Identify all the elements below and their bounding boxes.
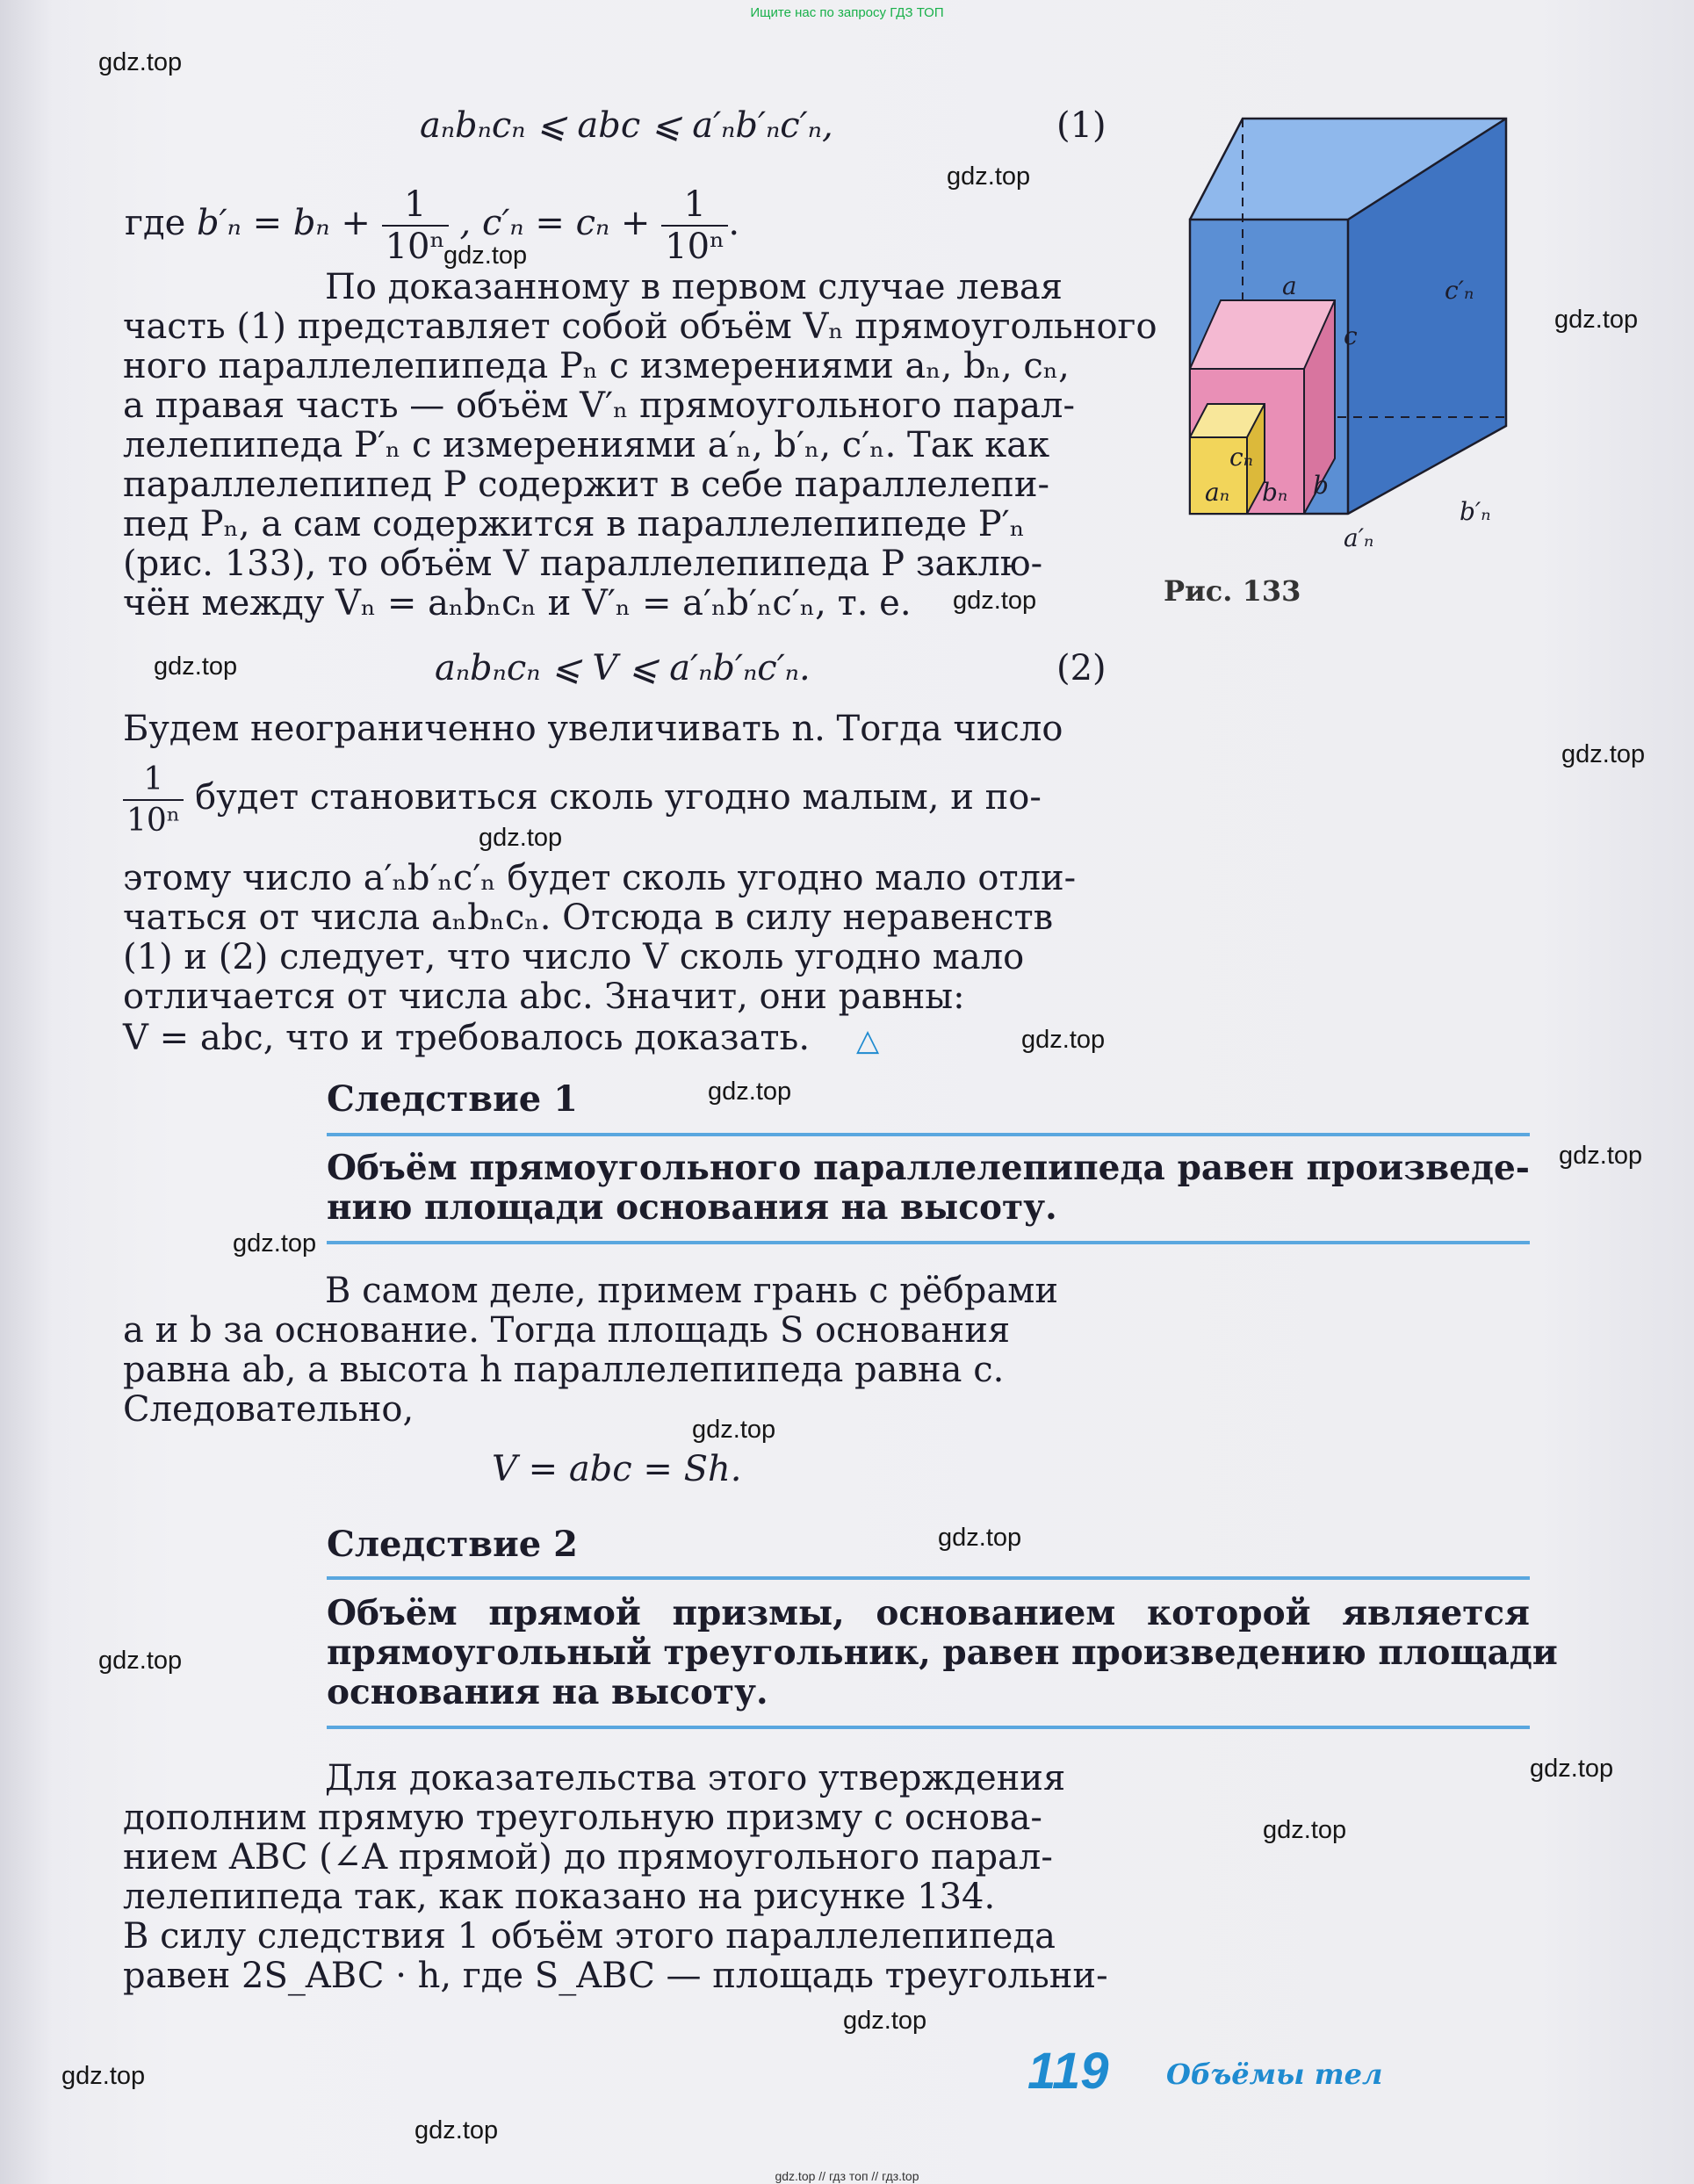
para1-line: лелепипеда P′ₙ с измерениями a′ₙ, b′ₙ, c′ₙ. Так как — [123, 425, 1050, 465]
corollary-1-proof-line: равна ab, а высота h параллелепипеда равна c. — [123, 1350, 1005, 1390]
watermark: gdz.top — [61, 2062, 146, 2090]
watermark: gdz.top — [708, 1078, 792, 1106]
corollary-2-title: Следствие 2 — [327, 1524, 578, 1565]
watermark: gdz.top — [843, 2007, 927, 2035]
where-end: . — [728, 203, 740, 243]
watermark: gdz.top — [1021, 1026, 1106, 1054]
corollary-2-proof-line: Для доказательства этого утверждения — [325, 1758, 1066, 1798]
bottom-note: gdz.top // гдз топ // гдз.top — [775, 2169, 919, 2183]
equation-1: aₙbₙcₙ ⩽ abc ⩽ a′ₙb′ₙc′ₙ, — [420, 105, 833, 146]
fraction-numerator: 1 — [661, 184, 728, 227]
para1-line: пед Pₙ, а сам содержится в параллелепипеде P′ₙ — [123, 504, 1026, 544]
where-b: b′ₙ = bₙ + — [196, 203, 371, 243]
fraction-numerator: 1 — [382, 184, 449, 227]
corollary-2-statement-line: Объём прямой призмы, основанием которой является — [327, 1593, 1530, 1633]
label-a-prime: a′ₙ — [1344, 523, 1374, 552]
para2-line: V = abc, что и требовалось доказать. — [123, 1018, 811, 1058]
top-note: Ищите нас по запросу ГДЗ ТОП — [750, 5, 944, 20]
para1-line: параллелепипед P содержит в себе параллелепи- — [123, 465, 1049, 505]
para1-line: чён между Vₙ = aₙbₙcₙ и V′ₙ = a′ₙb′ₙc′ₙ, т. е. — [123, 583, 912, 623]
corollary-2-statement-line: прямоугольный треугольник, равен произведению площади — [327, 1633, 1558, 1673]
fraction-numerator: 1 — [123, 760, 184, 801]
corollary-1-formula: V = abc = Sh. — [492, 1449, 742, 1489]
watermark: gdz.top — [479, 824, 563, 852]
corollary-2-proof-line: лелепипеда так, как показано на рисунке 134. — [123, 1877, 996, 1917]
label-a: a — [1282, 271, 1297, 300]
para1-line: а правая часть — объём V′ₙ прямоугольного парал- — [123, 386, 1075, 426]
para1-line: (рис. 133), то объём V параллелепипеда P заклю- — [123, 544, 1043, 584]
para2-line: чаться от числа aₙbₙcₙ. Отсюда в силу неравенств — [123, 897, 1054, 938]
label-c-n: cₙ — [1229, 443, 1254, 472]
corollary-2-statement-line: основания на высоту. — [327, 1672, 768, 1712]
label-b: b — [1313, 471, 1329, 500]
label-a-n: aₙ — [1205, 478, 1230, 507]
corollary-2-proof-line: В силу следствия 1 объём этого параллелепипеда — [123, 1916, 1056, 1957]
para1-line: ного параллелепипеда Pₙ с измерениями aₙ, bₙ, cₙ, — [123, 346, 1070, 386]
watermark: gdz.top — [1561, 740, 1646, 768]
watermark: gdz.top — [154, 652, 238, 681]
corollary-1-proof-line: Следовательно, — [123, 1389, 414, 1430]
watermark: gdz.top — [938, 1524, 1022, 1552]
para2-line: (1) и (2) следует, что число V сколь угодно мало — [123, 937, 1025, 977]
corollary-1-proof-line: a и b за основание. Тогда площадь S основания — [123, 1310, 1011, 1351]
fraction — [661, 184, 728, 267]
page-number: 119 — [1027, 2043, 1109, 2100]
fraction — [382, 184, 449, 267]
corollary-1-title: Следствие 1 — [327, 1078, 578, 1120]
watermark: gdz.top — [953, 587, 1037, 615]
para1-line: По доказанному в первом случае левая — [325, 267, 1063, 307]
watermark: gdz.top — [1559, 1142, 1643, 1170]
watermark: gdz.top — [98, 48, 183, 76]
corollary-2-proof-line: равен 2S_ABC · h, где S_ABC — площадь треугольни- — [123, 1956, 1108, 1996]
end-of-proof-icon: △ — [856, 1023, 880, 1058]
corollary-2-proof-line: дополним прямую треугольную призму с основа- — [123, 1798, 1042, 1838]
para2-fraction-line — [123, 760, 1107, 840]
fraction-denominator: 10ⁿ — [665, 227, 725, 267]
label-c: c — [1344, 321, 1358, 350]
figure-133-parallelepipeds — [1177, 114, 1528, 553]
fraction — [123, 760, 184, 840]
chapter-title: Объёмы тел — [1166, 2058, 1383, 2091]
corollary-1-statement-line: нию площади основания на высоту. — [327, 1187, 1057, 1228]
watermark: gdz.top — [1263, 1816, 1347, 1844]
corollary-1-rule-top — [327, 1133, 1530, 1136]
para2-line: отличается от числа abc. Значит, они равны: — [123, 977, 965, 1017]
watermark: gdz.top — [443, 241, 528, 270]
corollary-1-proof-line: В самом деле, примем грань с рёбрами — [325, 1271, 1058, 1311]
equation-2-number: (2) — [1056, 648, 1107, 688]
watermark: gdz.top — [98, 1647, 183, 1675]
corollary-2-proof-line: нием ABC (∠A прямой) до прямоугольного парал- — [123, 1837, 1053, 1878]
where-prefix: где — [125, 203, 186, 243]
fraction-denominator: 10ⁿ — [126, 803, 181, 839]
where-line — [125, 184, 739, 267]
equation-2: aₙbₙcₙ ⩽ V ⩽ a′ₙb′ₙc′ₙ. — [435, 648, 811, 688]
watermark: gdz.top — [233, 1229, 317, 1258]
watermark: gdz.top — [1530, 1755, 1614, 1783]
fraction-denominator: 10ⁿ — [385, 227, 445, 267]
where-c: , c′ₙ = cₙ + — [459, 203, 651, 243]
watermark: gdz.top — [947, 162, 1031, 191]
label-c-prime: c′ₙ — [1445, 276, 1474, 305]
watermark: gdz.top — [692, 1416, 776, 1444]
corollary-2-rule-top — [327, 1576, 1530, 1580]
watermark: gdz.top — [1554, 306, 1639, 334]
equation-1-number: (1) — [1056, 105, 1107, 146]
figure-caption: Рис. 133 — [1164, 574, 1301, 608]
corollary-1-statement-line: Объём прямоугольного параллелепипеда равен произведе- — [327, 1148, 1530, 1188]
para2-line: Будем неограниченно увеличивать n. Тогда число — [123, 709, 1063, 749]
para2-fraction-text: будет становиться сколь угодно малым, и по- — [195, 777, 1042, 818]
corollary-1-rule-bottom — [327, 1241, 1530, 1244]
corollary-2-rule-bottom — [327, 1726, 1530, 1729]
para1-line: часть (1) представляет собой объём Vₙ прямоугольного — [123, 306, 1157, 347]
para2-line: этому число a′ₙb′ₙc′ₙ будет сколь угодно мало отли- — [123, 858, 1077, 898]
label-b-n: bₙ — [1262, 478, 1288, 507]
label-b-prime: b′ₙ — [1460, 497, 1491, 526]
watermark: gdz.top — [414, 2116, 499, 2144]
